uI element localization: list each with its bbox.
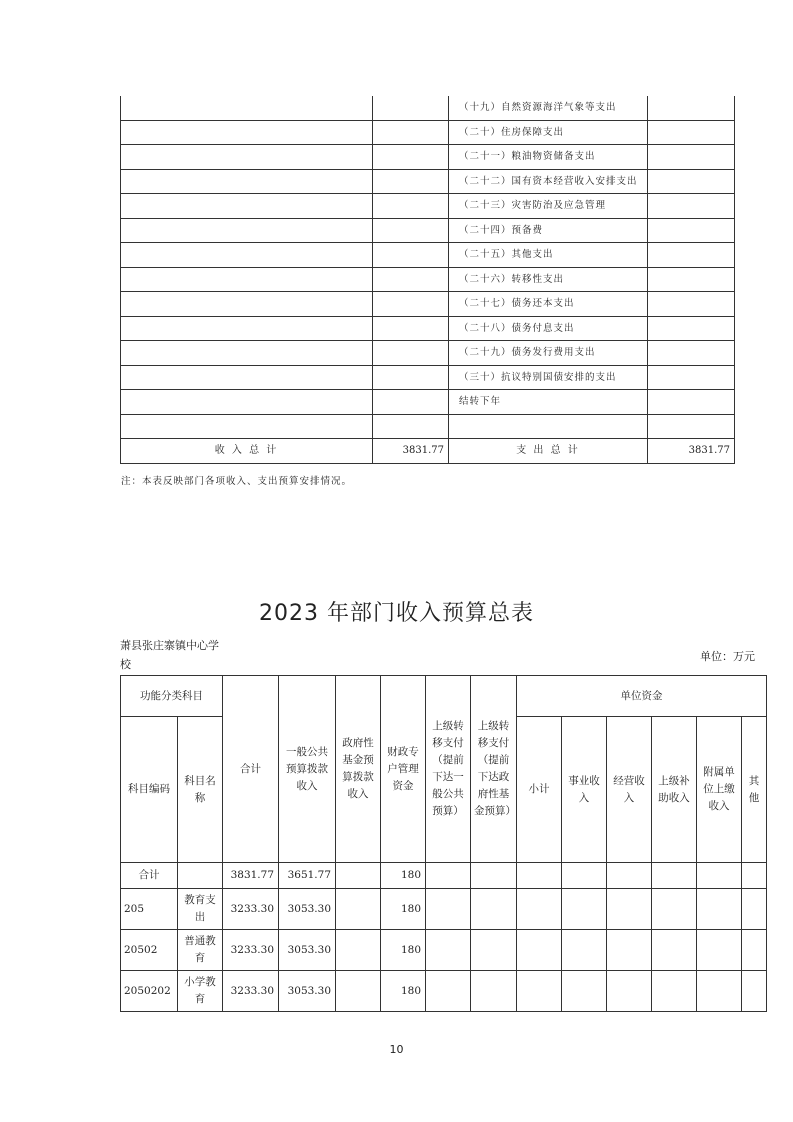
revenue-budget-table	[120, 675, 767, 1012]
empty-cell	[517, 863, 562, 889]
name-cell: 教育支出	[178, 889, 223, 930]
total-cell: 3233.30	[223, 971, 279, 1012]
expenditure-item: （二十四）预备费	[449, 218, 648, 243]
empty-cell	[742, 863, 767, 889]
expenditure-row	[121, 414, 735, 439]
empty-cell	[648, 218, 735, 243]
fiscal-special-cell: 180	[381, 971, 426, 1012]
empty-cell	[742, 889, 767, 930]
expenditure-row	[121, 243, 735, 268]
business-income-header: 事业收入	[562, 717, 607, 863]
empty-cell	[648, 243, 735, 268]
code-cell: 20502	[121, 930, 178, 971]
fiscal-special-cell: 180	[381, 889, 426, 930]
empty-cell	[517, 930, 562, 971]
total-cell: 3233.30	[223, 889, 279, 930]
expenditure-item: （三十）抗议特别国债安排的支出	[449, 365, 648, 390]
empty-cell	[121, 267, 373, 292]
empty-cell	[648, 96, 735, 120]
empty-cell	[648, 292, 735, 317]
empty-cell	[373, 218, 449, 243]
empty-cell	[562, 889, 607, 930]
empty-cell	[652, 863, 697, 889]
code-cell: 2050202	[121, 971, 178, 1012]
general-budget-cell: 3053.30	[279, 971, 336, 1012]
expenditure-item: （十九）自然资源海洋气象等支出	[449, 96, 648, 120]
code-header: 科目编码	[121, 717, 178, 863]
table-row	[121, 930, 767, 971]
empty-cell	[373, 390, 449, 415]
empty-cell	[373, 169, 449, 194]
empty-cell	[697, 971, 742, 1012]
empty-cell	[697, 863, 742, 889]
expenditure-item: （二十二）国有资本经营收入安排支出	[449, 169, 648, 194]
empty-cell	[648, 169, 735, 194]
gov-fund-cell	[336, 971, 381, 1012]
fiscal-special-cell: 180	[381, 930, 426, 971]
unit-funds-header: 单位资金	[517, 676, 767, 717]
upper-subsidy-header: 上级补助收入	[652, 717, 697, 863]
empty-cell	[373, 145, 449, 170]
empty-cell	[121, 243, 373, 268]
general-budget-header: 一般公共预算拨款收入	[279, 676, 336, 863]
expenditure-row	[121, 145, 735, 170]
unit-label: 单位：万元	[700, 650, 755, 663]
operating-income-header: 经营收入	[607, 717, 652, 863]
total-header: 合计	[223, 676, 279, 863]
expenditure-row	[121, 120, 735, 145]
gov-fund-cell	[336, 863, 381, 889]
empty-cell	[471, 930, 517, 971]
upper-transfer-fund-header: 上级转移支付（提前下达政府性基金预算）	[471, 676, 517, 863]
expenditure-item: （二十九）债务发行费用支出	[449, 341, 648, 366]
empty-cell	[742, 971, 767, 1012]
expenditure-item: （二十）住房保障支出	[449, 120, 648, 145]
gov-fund-header: 政府性基金预算拨款收入	[336, 676, 381, 863]
expenditure-item: （二十五）其他支出	[449, 243, 648, 268]
expenditure-row	[121, 96, 735, 120]
expenditure-row	[121, 194, 735, 219]
empty-cell	[562, 971, 607, 1012]
page-title: 2023 年部门收入预算总表	[259, 601, 534, 626]
expenditure-row	[121, 390, 735, 415]
empty-cell	[648, 145, 735, 170]
total-income-value: 3831.77	[373, 439, 449, 464]
empty-cell	[121, 169, 373, 194]
empty-cell	[648, 267, 735, 292]
empty-cell	[652, 889, 697, 930]
upper-transfer-general-header: 上级转移支付（提前下达一般公共预算）	[426, 676, 471, 863]
total-cell: 3831.77	[223, 863, 279, 889]
table-row	[121, 889, 767, 930]
empty-cell	[471, 889, 517, 930]
totals-row	[121, 439, 735, 464]
empty-cell	[121, 292, 373, 317]
table-note: 注：本表反映部门各项收入、支出预算安排情况。	[121, 476, 353, 487]
empty-cell	[426, 863, 471, 889]
empty-cell	[648, 365, 735, 390]
page-number: 10	[389, 1043, 404, 1056]
empty-cell	[652, 971, 697, 1012]
empty-cell	[121, 96, 373, 120]
expenditure-item: （二十一）粮油物资储备支出	[449, 145, 648, 170]
expenditure-item: （二十七）债务还本支出	[449, 292, 648, 317]
empty-cell	[648, 390, 735, 415]
general-budget-cell: 3053.30	[279, 930, 336, 971]
header-row-1	[121, 676, 767, 717]
expenditure-row	[121, 218, 735, 243]
empty-cell	[373, 414, 449, 439]
empty-cell	[373, 267, 449, 292]
empty-cell	[373, 96, 449, 120]
expenditure-item: （二十六）转移性支出	[449, 267, 648, 292]
expenditure-item: （二十三）灾害防治及应急管理	[449, 194, 648, 219]
empty-cell	[607, 889, 652, 930]
expenditure-item: （二十八）债务付息支出	[449, 316, 648, 341]
gov-fund-cell	[336, 930, 381, 971]
total-expense-label: 支 出 总 计	[449, 439, 648, 464]
empty-cell	[373, 120, 449, 145]
empty-cell	[121, 390, 373, 415]
code-cell: 合计	[121, 863, 178, 889]
unit-name: 萧县张庄寨镇中心学校	[120, 639, 219, 671]
table-row	[121, 971, 767, 1012]
table-row	[121, 863, 767, 889]
empty-cell	[648, 316, 735, 341]
empty-cell	[426, 889, 471, 930]
total-cell: 3233.30	[223, 930, 279, 971]
empty-cell	[121, 218, 373, 243]
empty-cell	[426, 971, 471, 1012]
empty-cell	[121, 316, 373, 341]
expenditure-row	[121, 169, 735, 194]
name-cell	[178, 863, 223, 889]
empty-cell	[373, 341, 449, 366]
gov-fund-cell	[336, 889, 381, 930]
func-class-header: 功能分类科目	[121, 676, 223, 717]
empty-cell	[471, 863, 517, 889]
code-cell: 205	[121, 889, 178, 930]
fiscal-special-cell: 180	[381, 863, 426, 889]
empty-cell	[697, 889, 742, 930]
empty-cell	[121, 414, 373, 439]
empty-cell	[121, 145, 373, 170]
empty-cell	[373, 194, 449, 219]
name-cell: 普通教育	[178, 930, 223, 971]
expenditure-item	[449, 414, 648, 439]
other-header: 其他	[742, 717, 767, 863]
empty-cell	[373, 365, 449, 390]
empty-cell	[607, 971, 652, 1012]
empty-cell	[648, 120, 735, 145]
empty-cell	[373, 316, 449, 341]
empty-cell	[742, 930, 767, 971]
empty-cell	[562, 863, 607, 889]
general-budget-cell: 3053.30	[279, 889, 336, 930]
empty-cell	[517, 889, 562, 930]
total-expense-value: 3831.77	[648, 439, 735, 464]
expenditure-row	[121, 341, 735, 366]
empty-cell	[607, 930, 652, 971]
empty-cell	[607, 863, 652, 889]
general-budget-cell: 3651.77	[279, 863, 336, 889]
empty-cell	[697, 930, 742, 971]
name-header: 科目名称	[178, 717, 223, 863]
empty-cell	[562, 930, 607, 971]
subtotal-header: 小计	[517, 717, 562, 863]
empty-cell	[652, 930, 697, 971]
fiscal-special-header: 财政专户管理资金	[381, 676, 426, 863]
empty-cell	[121, 120, 373, 145]
total-income-label: 收 入 总 计	[121, 439, 373, 464]
expenditure-row	[121, 292, 735, 317]
expenditure-row	[121, 316, 735, 341]
affiliated-income-header: 附属单位上缴收入	[697, 717, 742, 863]
empty-cell	[373, 292, 449, 317]
empty-cell	[121, 194, 373, 219]
empty-cell	[426, 930, 471, 971]
empty-cell	[121, 341, 373, 366]
empty-cell	[121, 365, 373, 390]
empty-cell	[373, 243, 449, 268]
expenditure-item: 结转下年	[449, 390, 648, 415]
name-cell: 小学教育	[178, 971, 223, 1012]
empty-cell	[648, 414, 735, 439]
empty-cell	[471, 971, 517, 1012]
income-expenditure-summary-table	[120, 96, 735, 464]
empty-cell	[648, 341, 735, 366]
expenditure-row	[121, 365, 735, 390]
empty-cell	[648, 194, 735, 219]
empty-cell	[517, 971, 562, 1012]
expenditure-row	[121, 267, 735, 292]
